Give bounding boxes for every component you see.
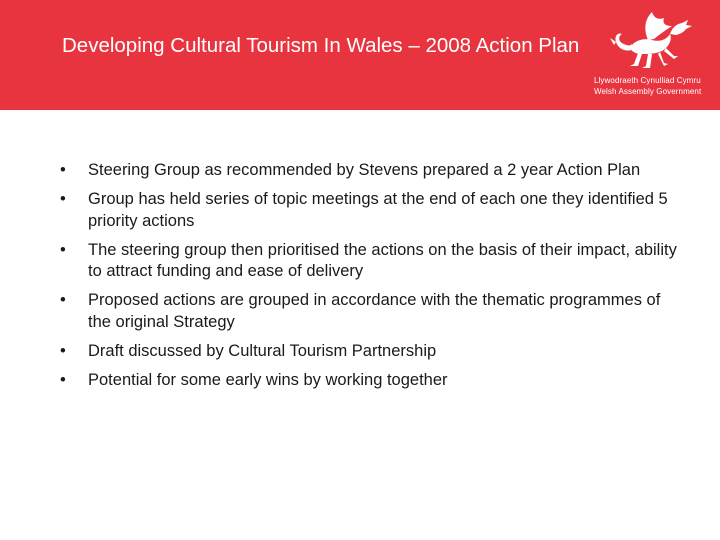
bullet-text: The steering group then prioritised the actions on the basis of their impact, ability to attract funding and ease of delivery — [88, 240, 677, 280]
bullet-marker: • — [60, 370, 66, 389]
bullet-item — [57, 370, 677, 392]
bullet-item — [57, 240, 677, 283]
slide-title: Developing Cultural Tourism In Wales – 2008 Action Plan — [62, 34, 580, 57]
bullet-text: Group has held series of topic meetings at the end of each one they identified 5 priority actions — [88, 190, 668, 230]
bullet-item — [57, 189, 677, 232]
bullet-marker: • — [60, 291, 66, 309]
bullet-text: Potential for some early wins by working together — [88, 370, 448, 389]
bullet-text: Steering Group as recommended by Stevens prepared a 2 year Action Plan — [88, 161, 641, 179]
bullet-marker: • — [60, 161, 66, 179]
bullet-marker: • — [60, 190, 66, 208]
slide-header — [0, 0, 720, 110]
bullet-item — [57, 341, 677, 363]
bullet-item — [57, 160, 677, 182]
bullet-marker: • — [60, 240, 66, 259]
bullet-text: Draft discussed by Cultural Tourism Partnership — [88, 341, 437, 360]
logo-text-english: Welsh Assembly Government — [594, 87, 702, 96]
bullet-marker: • — [60, 341, 66, 360]
welsh-assembly-logo — [588, 8, 713, 104]
welsh-dragon-icon — [608, 8, 696, 74]
logo-text-welsh: Llywodraeth Cynulliad Cymru — [594, 76, 701, 85]
bullet-list — [57, 160, 677, 399]
bullet-item — [57, 290, 677, 333]
bullet-text: Proposed actions are grouped in accordance with the thematic programmes of the original Strategy — [88, 291, 661, 331]
